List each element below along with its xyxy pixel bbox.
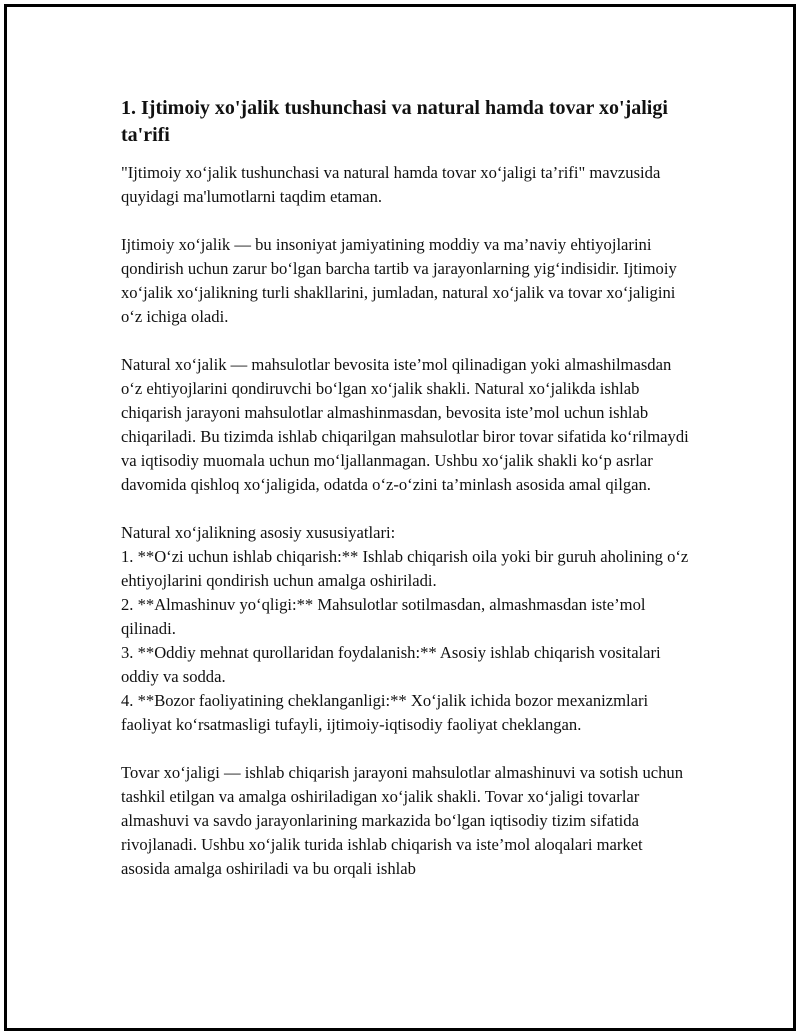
list-item: 2. **Almashinuv yo‘qligi:** Mahsulotlar sotilmasdan, almashmasdan iste’mol qilinadi.: [121, 595, 646, 638]
intro-paragraph: "Ijtimoiy xo‘jalik tushunchasi va natural hamda tovar xo‘jaligi ta’rifi" mavzusida quyidagi ma'lumotlarni taqdim etaman.: [121, 163, 661, 206]
document-title: 1. Ijtimoiy xo'jalik tushunchasi va natural hamda tovar xo'jaligi ta'rifi: [121, 97, 668, 146]
list-item: 3. **Oddiy mehnat qurollaridan foydalanish:** Asosiy ishlab chiqarish vositalari oddiy va sodda.: [121, 643, 661, 686]
list-item: 4. **Bozor faoliyatining cheklanganligi:** Xo‘jalik ichida bozor mexanizmlari faoliyat ko‘rsatmasligi tufayli, ijtimoiy-iqtisodiy faoliyat cheklangan.: [121, 691, 649, 734]
natural-economy-paragraph: Natural xo‘jalik — mahsulotlar bevosita iste’mol qilinadigan yoki almashilmasdan o‘z ehtiyojlarini qondiruvchi bo‘lgan xo‘jalik shakli. Natural xo‘jalikda ishlab chiqarish jarayoni mahsulotlar almashinmasdan, bevosita iste’mol uchun ishlab chiqariladi. Bu tizimda ishlab chiqarilgan mahsulotlar biror tovar sifatida ko‘rilmaydi va iqtisodiy muomala uchun mo‘ljallanmagan. Ushbu xo‘jalik shakli ko‘p asrlar davomida qishloq xo‘jaligida, odatda o‘z-o‘zini ta’minlash asosida amal qilgan.: [121, 355, 689, 494]
commodity-economy-paragraph: Tovar xo‘jaligi — ishlab chiqarish jarayoni mahsulotlar almashinuvi va sotish uchun tashkil etilgan va amalga oshiriladigan xo‘jalik shakli. Tovar xo‘jaligi tovarlar almashuvi va savdo jarayonlarining markazida bo‘lgan iqtisodiy tizim sifatida rivojlanadi. Ushbu xo‘jalik turida ishlab chiqarish va iste’mol aloqalari market asosida amalga oshiriladi va bu orqali ishlab: [121, 763, 683, 878]
social-economy-paragraph: Ijtimoiy xo‘jalik — bu insoniyat jamiyatining moddiy va ma’naviy ehtiyojlarini qondirish uchun zarur bo‘lgan barcha tartib va jarayonlarning yig‘indisidir. Ijtimoiy xo‘jalik xo‘jalikning turli shakllarini, jumladan, natural xo‘jalik va tovar xo‘jaligini o‘z ichiga oladi.: [121, 235, 677, 326]
features-list: [121, 521, 691, 737]
list-item: 1. **O‘zi uchun ishlab chiqarish:** Ishlab chiqarish oila yoki bir guruh aholining o‘z ehtiyojlarini qondirish uchun amalga oshiriladi.: [121, 547, 689, 590]
features-heading: Natural xo‘jalikning asosiy xususiyatlari:: [121, 523, 396, 542]
document-body: [121, 95, 691, 905]
page-frame: [4, 4, 796, 1031]
